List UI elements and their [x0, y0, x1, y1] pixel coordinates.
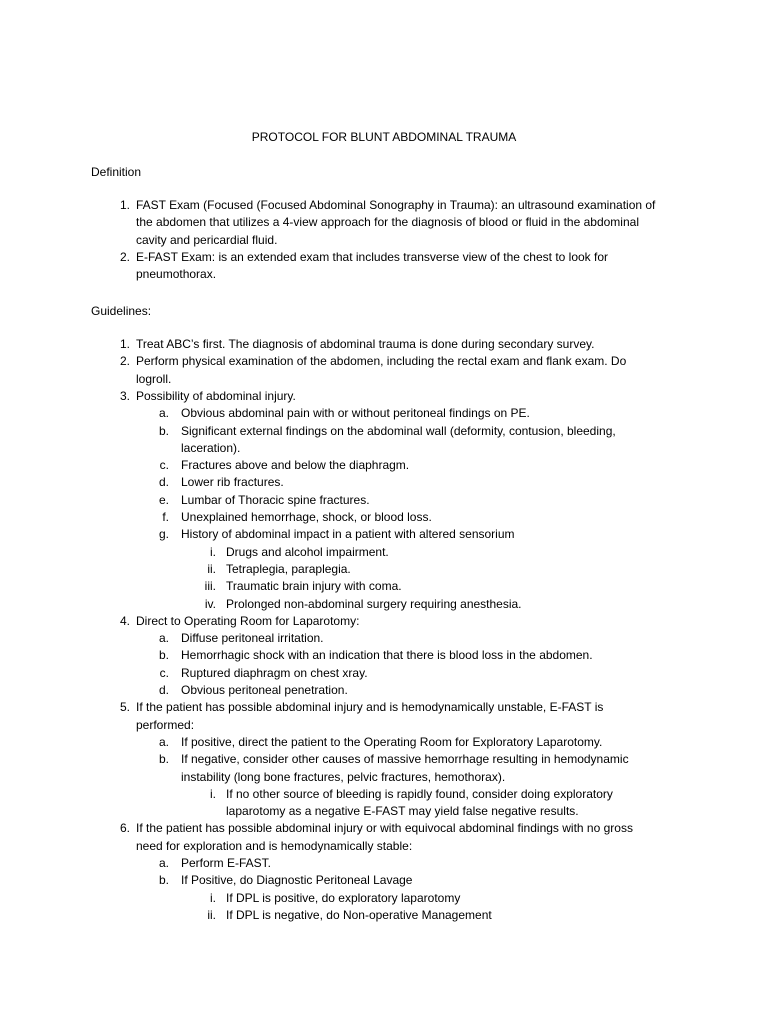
- guideline-item-number: d.: [158, 683, 169, 697]
- definition-item-number: 2.: [119, 249, 130, 264]
- guideline-item-text: Hemorrhagic shock with an indication that there is blood loss in the abdomen.: [181, 648, 593, 663]
- guideline-item-number: g.: [158, 527, 169, 542]
- guideline-item-text: If positive, direct the patient to the Operating Room for Exploratory Laparotomy.: [181, 734, 603, 749]
- guideline-item-text: Fractures above and below the diaphragm.: [181, 458, 410, 473]
- guideline-item-text: Traumatic brain injury with coma.: [226, 579, 402, 594]
- guideline-item-text: need for exploration and is hemodynamically stable:: [136, 838, 413, 853]
- guideline-item-text: Lower rib fractures.: [181, 475, 284, 490]
- guideline-item-number: f.: [162, 510, 169, 524]
- guideline-item-text: If Positive, do Diagnostic Peritoneal Lavage: [181, 873, 413, 888]
- guideline-item-text: laparotomy as a negative E-FAST may yield false negative results.: [226, 804, 579, 819]
- definition-heading: Definition: [91, 165, 142, 179]
- guideline-item-text: History of abdominal impact in a patient with altered sensorium: [181, 527, 515, 542]
- guideline-item-number: c.: [159, 458, 169, 473]
- guideline-item-number: iii.: [204, 579, 216, 594]
- guideline-item-number: e.: [158, 492, 169, 507]
- guideline-item-text: If DPL is positive, do exploratory laparotomy: [226, 890, 461, 905]
- guideline-item-number: a.: [158, 734, 169, 749]
- guideline-item-text: Prolonged non-abdominal surgery requiring anesthesia.: [226, 596, 522, 611]
- guideline-item-number: a.: [158, 406, 169, 421]
- definition-item-text: pneumothorax.: [136, 267, 217, 282]
- guideline-item-number: 4.: [119, 613, 130, 628]
- guideline-item-text: laceration).: [181, 440, 241, 455]
- guideline-item-number: d.: [158, 475, 169, 490]
- definition-item-number: 1.: [119, 198, 130, 212]
- page-title: PROTOCOL FOR BLUNT ABDOMINAL TRAUMA: [251, 130, 517, 144]
- guideline-item-text: Obvious abdominal pain with or without peritoneal findings on PE.: [181, 406, 530, 421]
- guideline-item-number: b.: [158, 423, 169, 438]
- guideline-item-text: If no other source of bleeding is rapidly found, consider doing exploratory: [226, 786, 613, 801]
- guideline-item-number: a.: [158, 631, 169, 646]
- definition-item-text: cavity and pericardial fluid.: [136, 232, 278, 247]
- guideline-item-text: Significant external findings on the abdominal wall (deformity, contusion, bleeding,: [181, 423, 616, 438]
- guideline-item-text: If the patient has possible abdominal injury or with equivocal abdominal findings with no gross: [136, 821, 633, 836]
- guideline-item-number: ii.: [207, 907, 216, 922]
- guideline-item-number: 6.: [119, 821, 130, 836]
- guideline-item-text: If negative, consider other causes of massive hemorrhage resulting in hemodynamic: [181, 752, 629, 767]
- guideline-item-number: i.: [210, 890, 216, 905]
- definition-item-text: FAST Exam (Focused (Focused Abdominal Sonography in Trauma): an ultrasound examination of: [136, 198, 656, 212]
- guideline-item-text: Perform E-FAST.: [181, 856, 272, 870]
- guideline-item-text: Possibility of abdominal injury.: [136, 388, 296, 403]
- guideline-item-text: Obvious peritoneal penetration.: [181, 683, 348, 697]
- guideline-item-number: 2.: [119, 354, 130, 369]
- definition-item-text: the abdomen that utilizes a 4-view approach for the diagnosis of blood or fluid in the abdominal: [136, 215, 639, 230]
- guideline-item-number: 1.: [119, 337, 130, 351]
- guideline-item-number: ii.: [207, 561, 216, 576]
- guideline-item-number: a.: [158, 856, 169, 870]
- guideline-item-text: Treat ABC’s first. The diagnosis of abdominal trauma is done during secondary survey.: [136, 337, 595, 351]
- guideline-item-number: i.: [210, 786, 216, 801]
- guideline-item-text: Lumbar of Thoracic spine fractures.: [181, 492, 370, 507]
- guideline-item-number: c.: [159, 665, 169, 680]
- guideline-item-text: Perform physical examination of the abdomen, including the rectal exam and flank exam. Do: [136, 354, 627, 369]
- guideline-item-number: 3.: [119, 388, 130, 403]
- guideline-item-text: Unexplained hemorrhage, shock, or blood loss.: [181, 510, 432, 524]
- guideline-item-text: Direct to Operating Room for Laparotomy:: [136, 613, 360, 628]
- guideline-item-text: If DPL is negative, do Non-operative Management: [226, 907, 492, 922]
- guideline-item-text: Ruptured diaphragm on chest xray.: [181, 665, 368, 680]
- guideline-item-number: 5.: [119, 700, 130, 715]
- definition-item-text: E-FAST Exam: is an extended exam that includes transverse view of the chest to look for: [136, 249, 609, 264]
- guideline-item-number: b.: [158, 648, 169, 663]
- guideline-item-text: Tetraplegia, paraplegia.: [226, 561, 351, 576]
- guideline-item-text: Diffuse peritoneal irritation.: [181, 631, 324, 646]
- guideline-item-text: Drugs and alcohol impairment.: [226, 544, 389, 559]
- guideline-item-text: performed:: [136, 717, 195, 732]
- guideline-item-number: b.: [158, 873, 169, 888]
- guideline-item-text: If the patient has possible abdominal injury and is hemodynamically unstable, E-FAST is: [136, 700, 604, 715]
- guideline-item-text: logroll.: [136, 371, 172, 386]
- guideline-item-number: b.: [158, 752, 169, 767]
- guideline-item-text: instability (long bone fractures, pelvic fractures, hemothorax).: [181, 769, 506, 784]
- guidelines-heading: Guidelines:: [91, 304, 152, 318]
- guideline-item-number: i.: [210, 544, 216, 559]
- guideline-item-number: iv.: [204, 596, 216, 611]
